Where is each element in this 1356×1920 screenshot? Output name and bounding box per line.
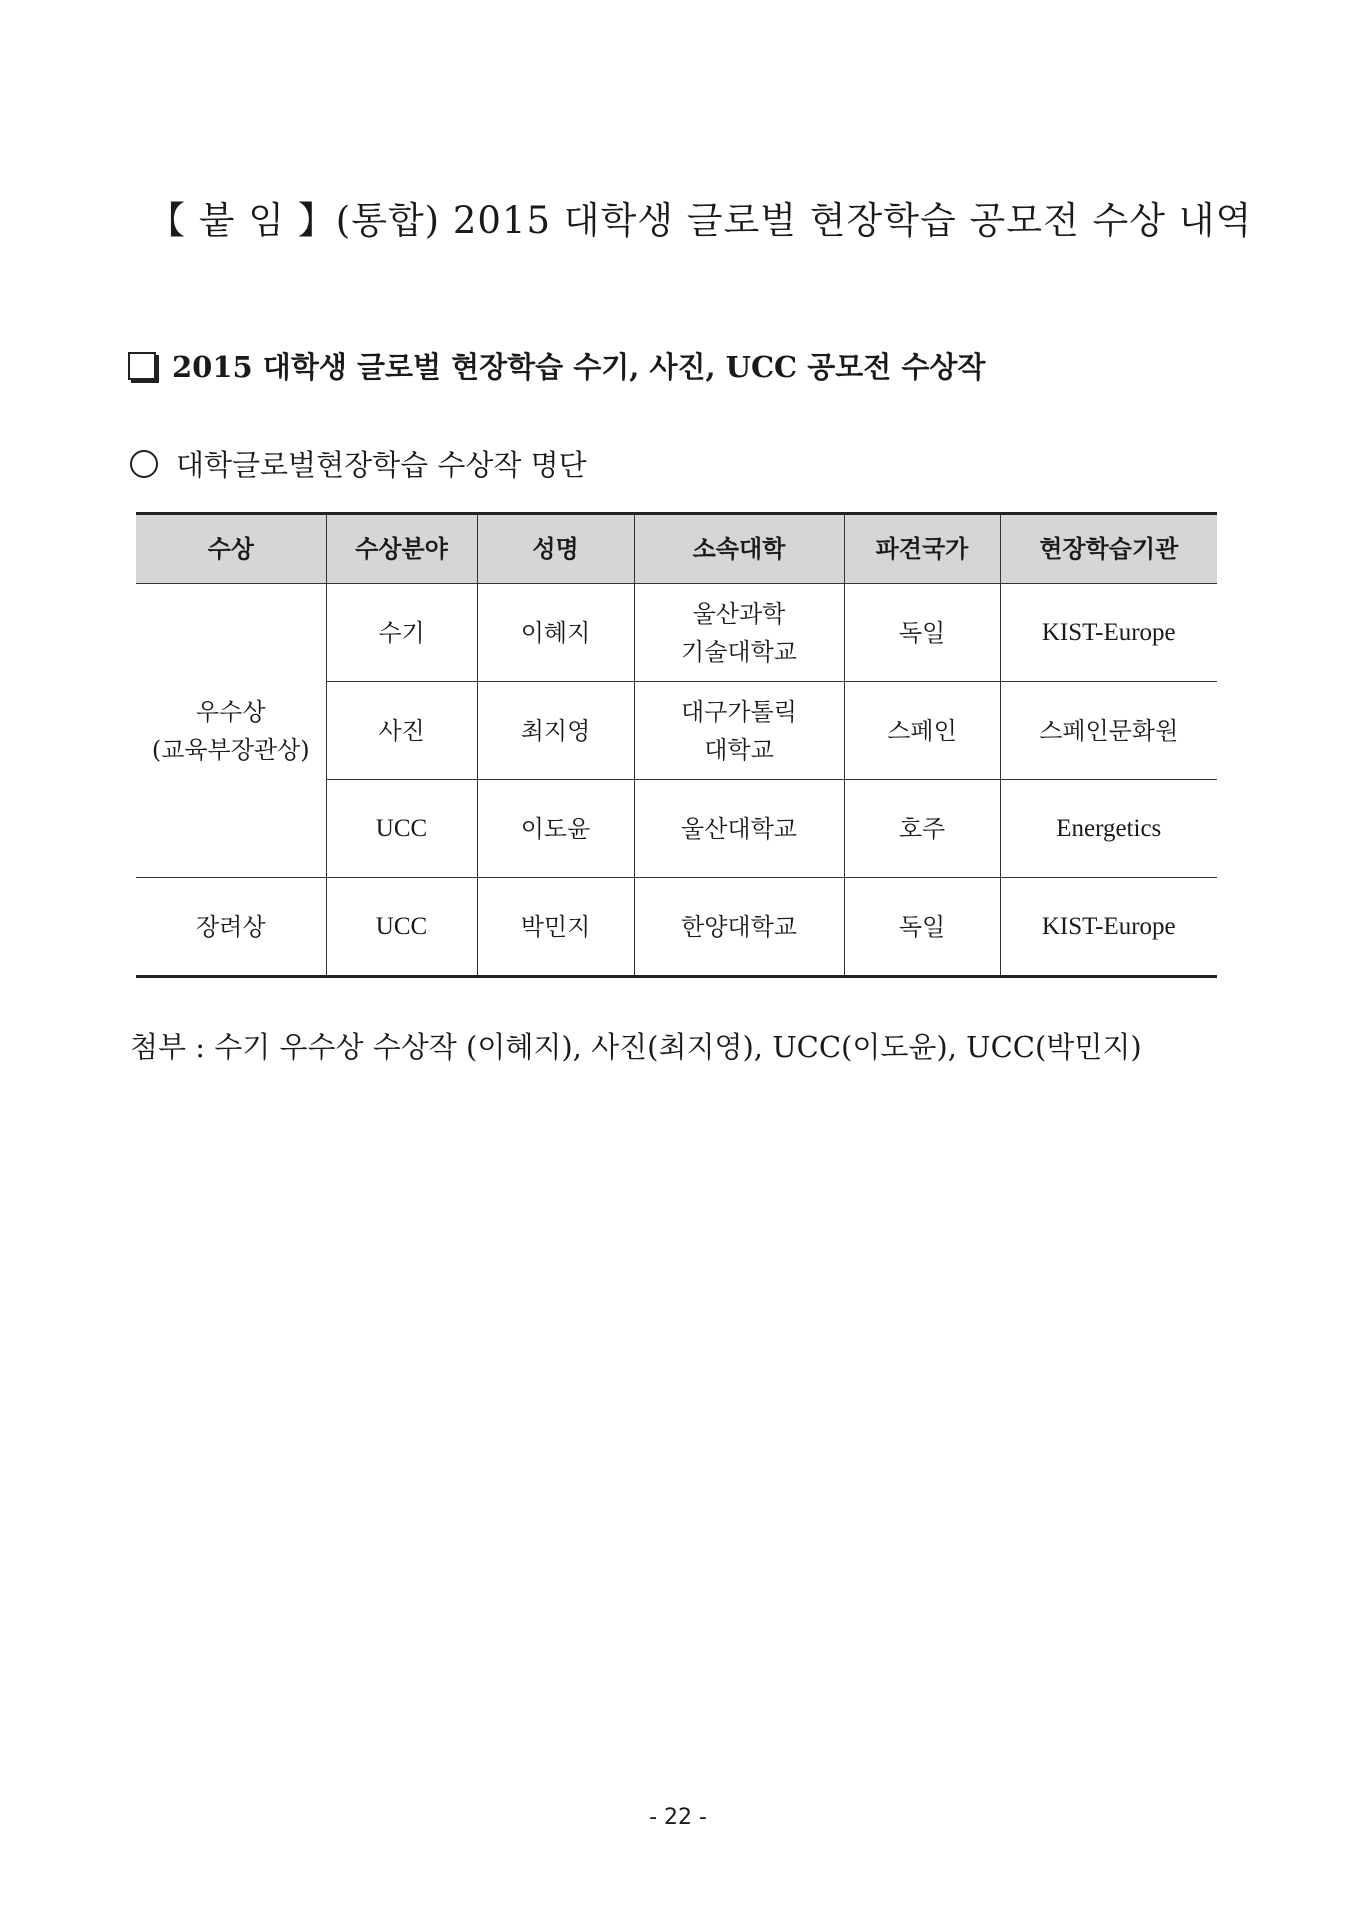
university-line2: 대학교: [704, 735, 774, 764]
header-university: 소속대학: [634, 514, 844, 584]
institution-cell: 스페인문화원: [1000, 682, 1217, 780]
country-cell: 호주: [844, 780, 1000, 878]
checkbox-square-icon: [128, 352, 156, 380]
page-number: - 22 -: [649, 1805, 707, 1830]
country-cell: 독일: [844, 584, 1000, 682]
name-cell: 박민지: [477, 878, 634, 977]
category-cell: UCC: [326, 780, 477, 878]
name-cell: 이혜지: [477, 584, 634, 682]
country-cell: 스페인: [844, 682, 1000, 780]
institution-cell: KIST-Europe: [1000, 584, 1217, 682]
table-row: [136, 878, 1217, 977]
header-category: 수상분야: [326, 514, 477, 584]
institution-cell: Energetics: [1000, 780, 1217, 878]
table-header-row: [136, 514, 1217, 584]
header-country: 파견국가: [844, 514, 1000, 584]
header-institution: 현장학습기관: [1000, 514, 1217, 584]
sub-heading: [130, 443, 587, 484]
sub-heading-text: 대학글로벌현장학습 수상작 명단: [176, 448, 587, 482]
section-heading-text: 2015 대학생 글로벌 현장학습 수기, 사진, UCC 공모전 수상작: [172, 350, 986, 384]
header-name: 성명: [477, 514, 634, 584]
category-cell: 수기: [326, 584, 477, 682]
university-cell: [634, 682, 844, 780]
country-cell: 독일: [844, 878, 1000, 977]
award-subtitle: (교육부장관상): [151, 735, 310, 764]
header-award: 수상: [136, 514, 326, 584]
name-cell: 최지영: [477, 682, 634, 780]
circle-bullet-icon: [130, 450, 158, 478]
university-cell: 울산대학교: [634, 780, 844, 878]
page-title: 【 붙 임 】(통합) 2015 대학생 글로벌 현장학습 공모전 수상 내역: [148, 199, 1253, 242]
award-name: 우수상: [195, 697, 266, 726]
name-cell: 이도윤: [477, 780, 634, 878]
university-line1: 대구가톨릭: [681, 697, 797, 726]
award-cell: 장려상: [136, 878, 326, 977]
award-cell: [136, 584, 326, 878]
category-cell: UCC: [326, 878, 477, 977]
section-heading: [128, 345, 985, 386]
category-cell: 사진: [326, 682, 477, 780]
university-cell: [634, 584, 844, 682]
table-row: [136, 584, 1217, 682]
institution-cell: KIST-Europe: [1000, 878, 1217, 977]
attachment-note: 첨부 : 수기 우수상 수상작 (이혜지), 사진(최지영), UCC(이도윤), UCC(박민지): [130, 1030, 1142, 1064]
university-line1: 울산과학: [692, 599, 786, 628]
award-table: [136, 512, 1217, 978]
university-line2: 기술대학교: [681, 637, 797, 666]
university-cell: 한양대학교: [634, 878, 844, 977]
